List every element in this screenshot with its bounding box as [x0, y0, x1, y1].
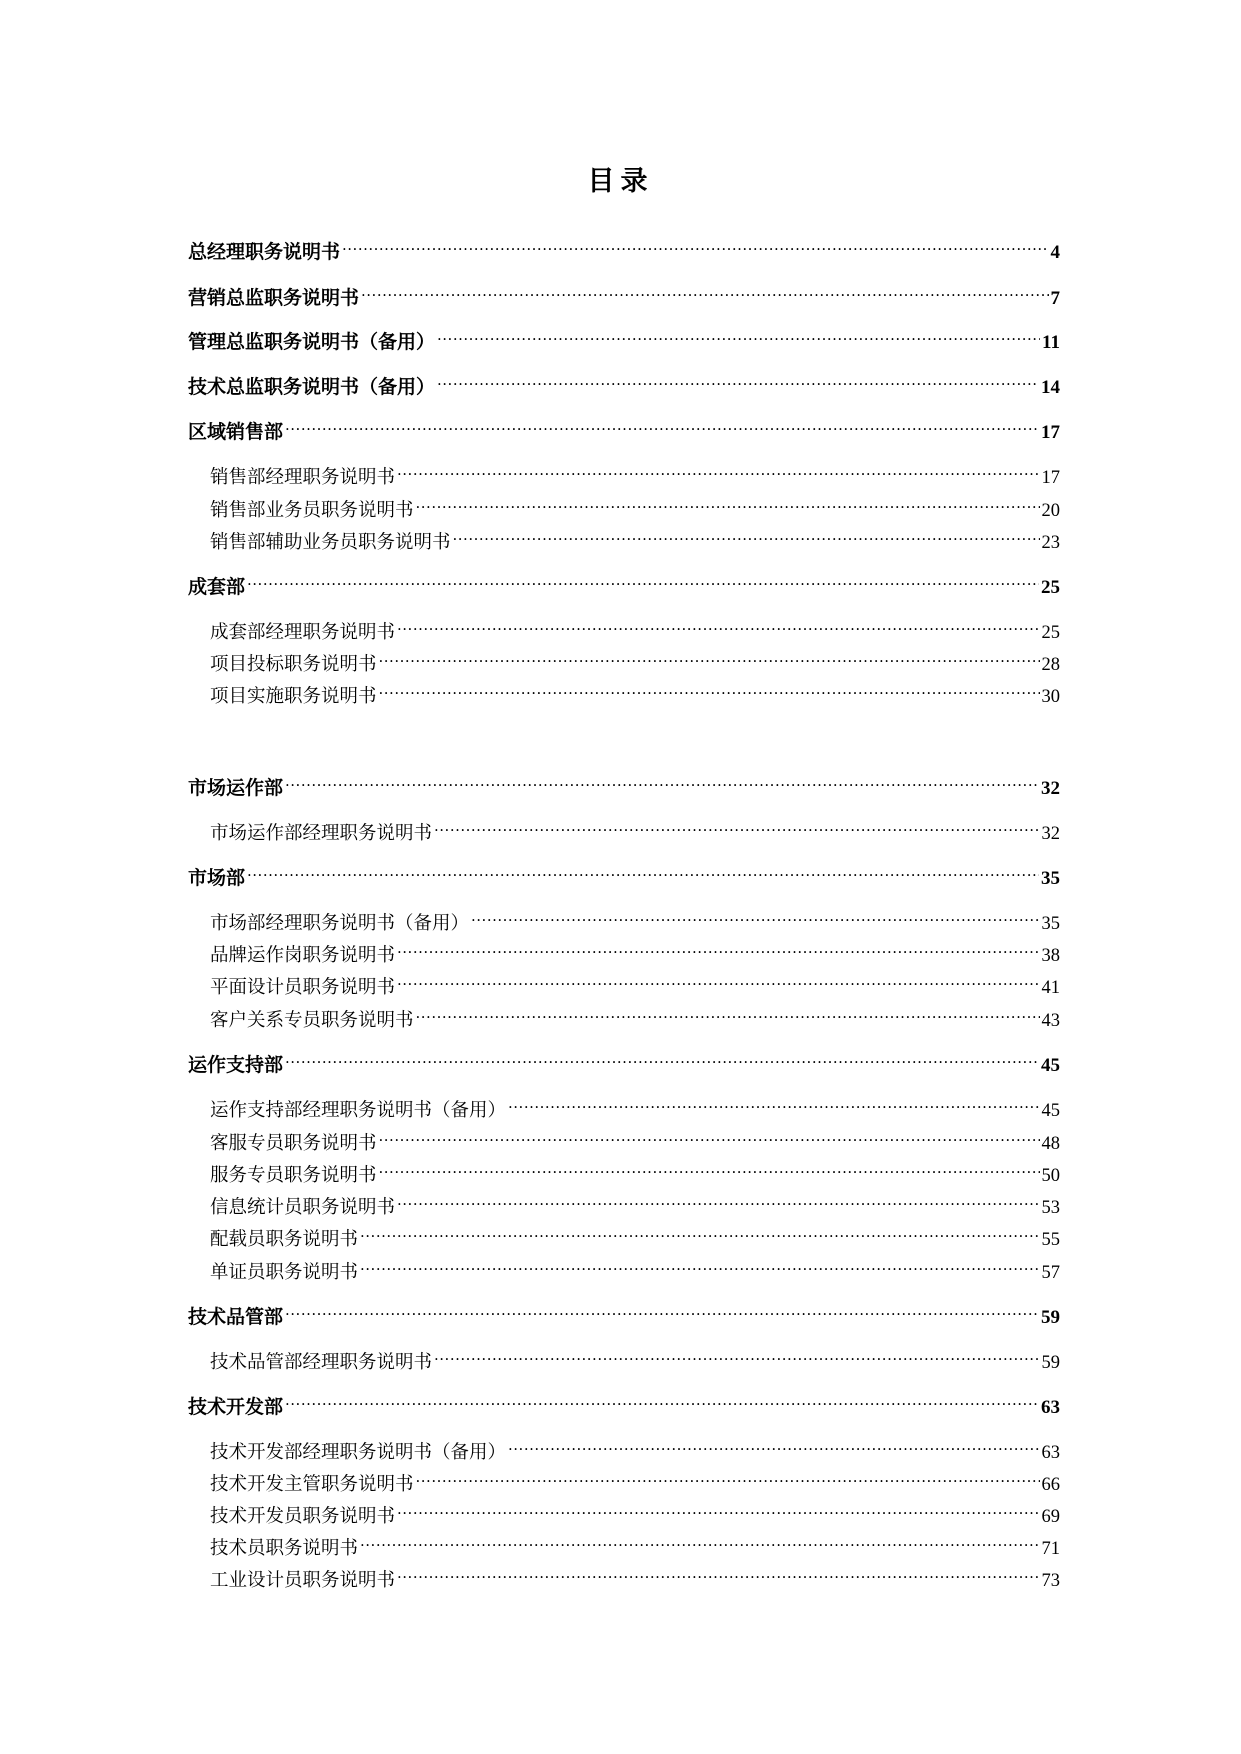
dot-leader	[285, 1385, 1039, 1413]
toc-entry-label: 销售部辅助业务员职务说明书	[210, 532, 451, 553]
toc-entry-label: 技术总监职务说明书（备用）	[188, 376, 436, 398]
toc-page-number: 55	[1041, 1230, 1060, 1250]
toc-subentry[interactable]	[188, 1121, 1060, 1154]
toc-page-number: 32	[1041, 778, 1060, 799]
toc-page-number: 35	[1041, 914, 1060, 934]
toc-page-number: 28	[1041, 655, 1060, 675]
toc-page-number: 38	[1041, 946, 1060, 966]
toc-entry-label: 技术员职务说明书	[210, 1538, 359, 1559]
dot-leader	[453, 520, 1040, 548]
toc-subentry[interactable]	[188, 1558, 1060, 1591]
toc-subentry[interactable]	[188, 455, 1060, 488]
toc-page-number: 35	[1041, 868, 1060, 889]
dot-leader	[508, 1088, 1039, 1116]
dot-leader	[397, 1558, 1039, 1586]
toc-entry-label: 市场部	[188, 867, 246, 889]
dot-leader	[379, 1153, 1040, 1181]
dot-leader	[397, 1494, 1039, 1522]
toc-subentry[interactable]	[188, 1494, 1060, 1527]
toc-section-entry[interactable]	[188, 410, 1060, 443]
toc-page-number: 63	[1041, 1397, 1060, 1418]
toc-subentry[interactable]	[188, 998, 1060, 1031]
toc-page-number: 69	[1041, 1507, 1060, 1527]
toc-entry-label: 运作支持部	[188, 1054, 284, 1076]
toc-page-number: 57	[1041, 1263, 1060, 1283]
toc-section-entry[interactable]	[188, 766, 1060, 799]
toc-entry-label: 技术品管部经理职务说明书	[210, 1352, 433, 1373]
toc-subentry[interactable]	[188, 1250, 1060, 1283]
dot-leader	[360, 1526, 1039, 1554]
toc-entry-label: 服务专员职务说明书	[210, 1165, 377, 1186]
toc-subentry[interactable]	[188, 642, 1060, 675]
toc-entry-label: 工业设计员职务说明书	[210, 1570, 396, 1591]
dot-leader	[416, 1462, 1040, 1490]
dot-leader	[379, 642, 1040, 670]
toc-page-number: 11	[1042, 332, 1060, 353]
dot-leader	[342, 230, 1048, 258]
dot-leader	[397, 933, 1039, 961]
toc-subentry[interactable]	[188, 1526, 1060, 1559]
toc-subentry[interactable]	[188, 1185, 1060, 1218]
toc-subentry[interactable]	[188, 901, 1060, 934]
toc-section-entry[interactable]	[188, 230, 1060, 263]
toc-subentry[interactable]	[188, 674, 1060, 707]
toc-entry-label: 市场运作部经理职务说明书	[210, 823, 433, 844]
toc-entry-label: 项目投标职务说明书	[210, 654, 377, 675]
toc-entry-label: 区域销售部	[188, 421, 284, 443]
dot-leader	[361, 276, 1048, 304]
dot-leader	[285, 1295, 1039, 1323]
dot-leader	[360, 1250, 1039, 1278]
toc-subentry[interactable]	[188, 1217, 1060, 1250]
toc-page-number: 20	[1041, 501, 1060, 521]
toc-entry-label: 技术开发主管职务说明书	[210, 1474, 414, 1495]
toc-page-number: 17	[1041, 422, 1060, 443]
toc-entry-label: 管理总监职务说明书（备用）	[188, 331, 436, 353]
toc-entry-label: 单证员职务说明书	[210, 1262, 359, 1283]
toc-page-number: 17	[1041, 468, 1060, 488]
toc-page-number: 53	[1041, 1198, 1060, 1218]
toc-section-entry[interactable]	[188, 276, 1060, 309]
toc-subentry[interactable]	[188, 1462, 1060, 1495]
dot-leader	[360, 1217, 1039, 1245]
toc-page-number: 45	[1041, 1101, 1060, 1121]
toc-subentry[interactable]	[188, 933, 1060, 966]
toc-subentry[interactable]	[188, 1340, 1060, 1373]
toc-subentry[interactable]	[188, 1430, 1060, 1463]
toc-entry-label: 品牌运作岗职务说明书	[210, 945, 396, 966]
toc-entry-label: 技术开发部	[188, 1396, 284, 1418]
dot-leader	[397, 610, 1039, 638]
toc-entry-label: 成套部经理职务说明书	[210, 622, 396, 643]
toc-page-number: 32	[1041, 824, 1060, 844]
toc-page-number: 25	[1041, 577, 1060, 598]
toc-subentry[interactable]	[188, 488, 1060, 521]
toc-entry-label: 客户关系专员职务说明书	[210, 1010, 414, 1031]
dot-leader	[437, 320, 1040, 348]
toc-page-number: 59	[1041, 1307, 1060, 1328]
dot-leader	[379, 1121, 1040, 1149]
dot-leader	[434, 811, 1039, 839]
dot-leader	[247, 856, 1039, 884]
toc-section-entry[interactable]	[188, 856, 1060, 889]
toc-page-number: 45	[1041, 1055, 1060, 1076]
toc-entry-label: 成套部	[188, 576, 246, 598]
toc-entry-label: 总经理职务说明书	[188, 241, 341, 263]
toc-page-number: 25	[1041, 623, 1060, 643]
toc-page-number: 66	[1041, 1475, 1060, 1495]
dot-leader	[508, 1430, 1039, 1458]
toc-entry-label: 客服专员职务说明书	[210, 1133, 377, 1154]
toc-section-entry[interactable]	[188, 565, 1060, 598]
toc-entry-label: 市场运作部	[188, 777, 284, 799]
dot-leader	[285, 410, 1039, 438]
dot-leader	[437, 365, 1039, 393]
toc-entry-label: 技术品管部	[188, 1306, 284, 1328]
dot-leader	[379, 674, 1040, 702]
toc-page-number: 63	[1041, 1443, 1060, 1463]
toc-section-entry[interactable]	[188, 365, 1060, 398]
toc-page-number: 14	[1041, 377, 1060, 398]
toc-page-number: 23	[1041, 533, 1060, 553]
toc-subentry[interactable]	[188, 1153, 1060, 1186]
toc-entry-label: 项目实施职务说明书	[210, 686, 377, 707]
toc-entry-label: 配载员职务说明书	[210, 1229, 359, 1250]
dot-leader	[397, 455, 1039, 483]
toc-page-number: 73	[1041, 1571, 1060, 1591]
toc-section-entry[interactable]	[188, 1295, 1060, 1328]
toc-page-number: 4	[1050, 242, 1060, 263]
toc-subentry[interactable]	[188, 811, 1060, 844]
toc-subentry[interactable]	[188, 1088, 1060, 1121]
toc-page-number: 48	[1041, 1134, 1060, 1154]
toc-entry-label: 营销总监职务说明书	[188, 287, 360, 309]
toc-page-number: 7	[1050, 288, 1060, 309]
dot-leader	[471, 901, 1039, 929]
toc-title: 目录	[587, 166, 654, 197]
toc-entry-label: 信息统计员职务说明书	[210, 1197, 396, 1218]
toc-subentry[interactable]	[188, 520, 1060, 553]
toc-page-number: 41	[1041, 978, 1060, 998]
dot-leader	[247, 565, 1039, 593]
dot-leader	[285, 766, 1039, 794]
toc-subentry[interactable]	[188, 610, 1060, 643]
toc-page-number: 59	[1041, 1353, 1060, 1373]
dot-leader	[416, 488, 1040, 516]
toc-entry-label: 技术开发员职务说明书	[210, 1506, 396, 1527]
dot-leader	[434, 1340, 1039, 1368]
toc-section-entry[interactable]	[188, 1385, 1060, 1418]
dot-leader	[397, 1185, 1039, 1213]
toc-page-number: 43	[1041, 1011, 1060, 1031]
toc-entry-label: 市场部经理职务说明书（备用）	[210, 913, 470, 934]
toc-page-number: 71	[1041, 1539, 1060, 1559]
dot-leader	[285, 1043, 1039, 1071]
toc-page-number: 30	[1041, 687, 1060, 707]
toc-entry-label: 销售部业务员职务说明书	[210, 500, 414, 521]
toc-entry-label: 销售部经理职务说明书	[210, 467, 396, 488]
toc-entry-label: 技术开发部经理职务说明书（备用）	[210, 1442, 507, 1463]
dot-leader	[397, 965, 1039, 993]
toc-entry-label: 运作支持部经理职务说明书（备用）	[210, 1100, 507, 1121]
dot-leader	[416, 998, 1040, 1026]
toc-subentry[interactable]	[188, 965, 1060, 998]
toc-section-entry[interactable]	[188, 1043, 1060, 1076]
toc-entry-label: 平面设计员职务说明书	[210, 977, 396, 998]
toc-section-entry[interactable]	[188, 320, 1060, 353]
toc-page-number: 50	[1041, 1166, 1060, 1186]
